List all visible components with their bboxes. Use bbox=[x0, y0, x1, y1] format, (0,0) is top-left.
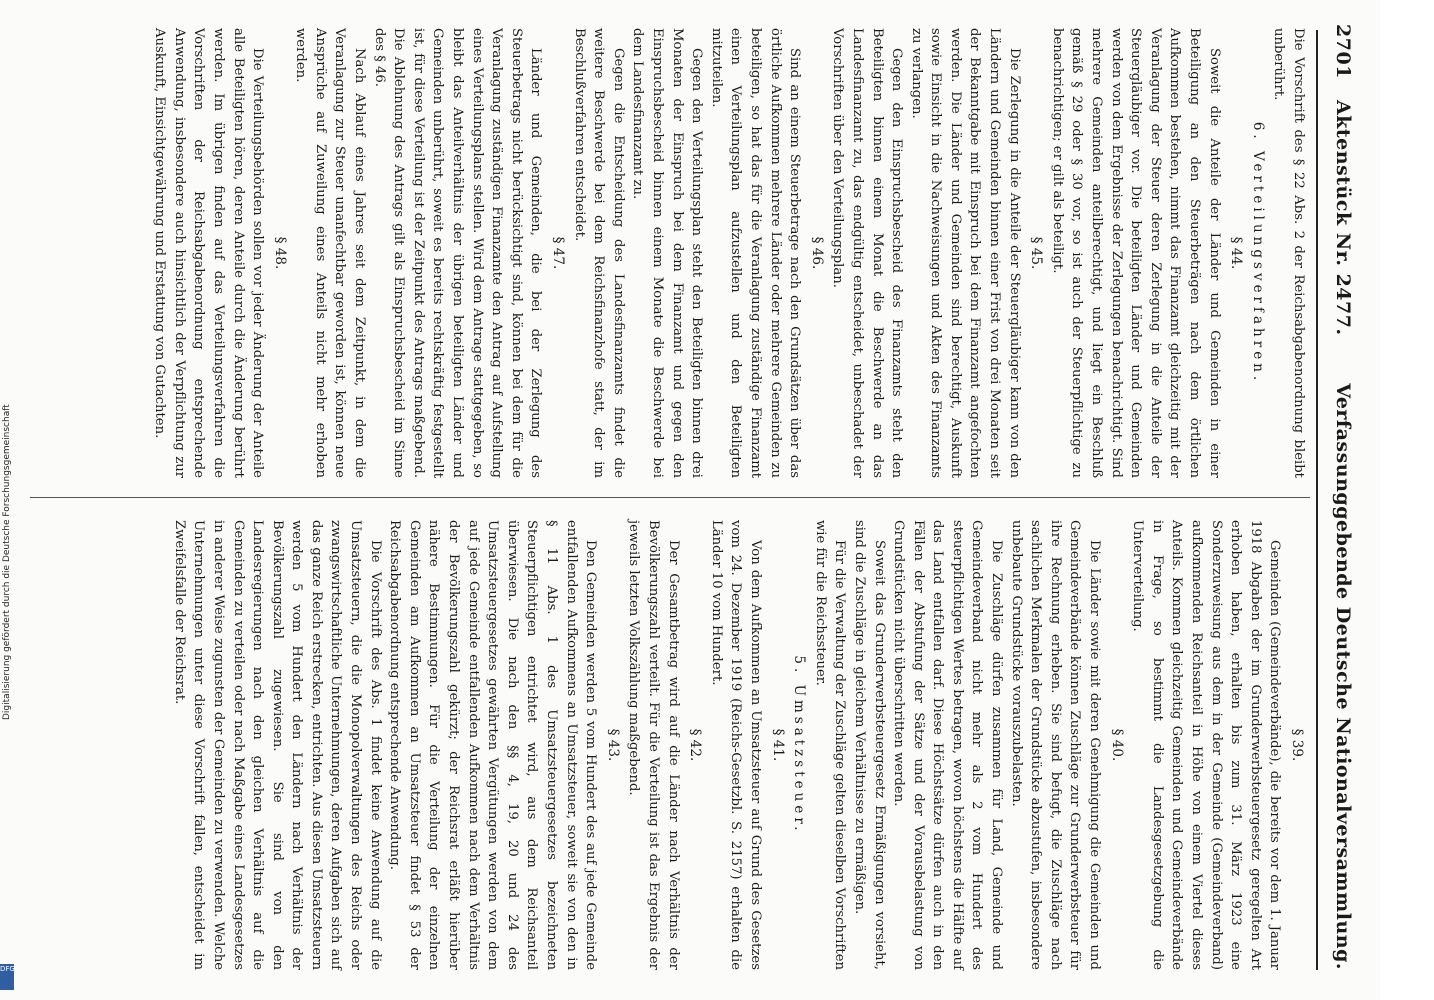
paragraph: Die Verteilungsbehörden sollen vor jeder Änderung der Anteile alle Beteiligten hören, deren Anteile durch die Änderung berührt werden. Im übrigen finden auf das Verteilungsverfahren die Vorschriften der Reichsabgabenordnung entsprechende Anwendung, insbesondere auch hinsichtlich der Verpflichtung zur Auskunft, Einsichtgewährung und Erstattung von Gutachten. bbox=[152, 28, 266, 478]
digitization-note: Digitalisierung gefördert durch die Deutsche Forschungsgemeinschaft bbox=[2, 404, 12, 720]
left-column bbox=[150, 28, 1308, 478]
chapter-heading: 5. Umsatzsteuer. bbox=[791, 655, 808, 835]
paragraph: Die Länder sowie mit deren Genehmigung die Gemeinden und Gemeindeverbände können Zuschläge zur Grunderwerbsteuer für ihre Rechnung erheben. Sie sind befugt, die Zuschläge nach sachlichen Merkmalen der Grundstücke abzustufen, insbesondere unbebaute Grundstücke vorauszubelasten. bbox=[1008, 520, 1103, 970]
chapter-heading: 6. Verteilungsverfahren. bbox=[1249, 121, 1266, 385]
page-header bbox=[1324, 24, 1354, 970]
paragraph: Von dem Aufkommen an Umsatzsteuer auf Grund des Gesetzes vom 24. Dezember 1919 (Reichs-Gesetzbl. S. 2157) erhalten die Länder 10 vom Hundert. bbox=[708, 520, 763, 970]
page-title: Verfassunggebende Deutsche Nationalversammlung. bbox=[1332, 383, 1354, 970]
paragraph: Gegen den Verteilungsplan steht den Beteiligten binnen drei Monaten der Einspruch bei dem Finanzamt und gegen den Einspruchsbescheid binnen einem Monate die Beschwerde bei dem Landesfinanzamt zu. bbox=[630, 28, 705, 478]
section-number: § 46. bbox=[808, 236, 825, 270]
section-number: § 43. bbox=[604, 728, 621, 762]
section-number: § 41. bbox=[769, 728, 786, 762]
column-divider bbox=[30, 497, 1310, 498]
paragraph: Gegen den Einspruchsbescheid des Finanzamts steht den Beteiligten binnen einem Monat die Beschwerde an das Landesfinanzamt zu, das endgültig entscheidet, unbeschadet der Vorschriften über den Verteilungsplan. bbox=[830, 28, 905, 478]
paragraph: Die Vorschrift des Abs. 1 findet keine Anwendung auf die Umsatzsteuern, die die Monopolverwaltungen des Reichs oder zwangswirtschaftliche Unternehmungen, deren Aufgaben sich auf das ganze Reich erstrecken, entrichten. Aus diesen Umsatzsteuern werden 5 vom Hundert den Ländern nach Verhältnis der Bevölkerungszahl zugewiesen. Sie sind von den Landesregierungen nach den gleichen Verhältnis auf die Gemeinden zu verteilen oder nach Maßgabe eines Landesgesetzes in anderer Weise zugunsten der Gemeinden zu verwenden. Welche Unternehmungen unter diese Vorschrift fallen, entscheidet im Zweifelsfalle der Reichsrat. bbox=[171, 520, 383, 970]
paragraph: Den Gemeinden werden 5 vom Hundert des auf jede Gemeinde entfallenden Aufkommens an Umsatzsteuer, soweit sie von den in § 11 Abs. 1 des Umsatzsteuergesetzes bezeichneten Steuerpflichtigen entrichtet wird, aus dem Reichsanteil überwiesen. Die nach den §§ 4, 19, 20 und 24 des Umsatzsteuergesetzes gewährten Vergütungen werden von dem auf jede Gemeinde entfallenden Aufkommen nach dem Verhältnis der Bevölkerungszahl gekürzt; der Reichsrat erläßt hierüber nähere Bestimmungen. Für die Verteilung der einzelnen Gemeinden am Aufkommen an Umsatzsteuer findet § 53 der Reichsabgabenordnung entsprechende Anwendung. bbox=[387, 520, 599, 970]
section-number: § 40. bbox=[1108, 728, 1125, 762]
section-number: § 47. bbox=[550, 236, 567, 270]
paragraph: Soweit die Anteile der Länder und Gemeinden in einer Beteiligung an den Steuerbeträgen nach dem örtlichen Aufkommen bestehen, nimmt das Finanzamt gleichzeitig mit der Veranlagung der Steuer deren Zerlegung in die Anteile der Steuergläubiger vor. Die beteiligten Länder und Gemeinden werden von dem Ergebnisse der Zerlegungen benachrichtigt. Sind mehrere Gemeinden anteilberechtigt, und liegt ein Beschluß gemäß § 29 oder § 30 vor, so ist auch der Steuerpflichtige zu benachrichtigen; er gilt als beteiligt. bbox=[1049, 28, 1222, 478]
section-number: § 42. bbox=[687, 728, 704, 762]
paragraph: Gemeinden (Gemeindeverbände), die bereits vor dem 1. Januar 1918 Abgaben der im Grunderwerbsteuergesetz geregelten Art erhoben haben, erhalten bis zum 31. März 1923 eine Sonderzuweisung aus dem in der Gemeinde (Gemeindeverband) aufkommenden Reichsanteil in Höhe von einem Viertel dieses Anteils. Kommen gleichzeitig Gemeinden und Gemeindeverbände in Frage, so bestimmt die Landesgesetzgebung die Unterverteilung. bbox=[1130, 520, 1283, 970]
section-number: § 45. bbox=[1028, 236, 1045, 270]
paragraph: Die Vorschrift des § 22 Abs. 2 der Reichsabgabenordnung bleibt unberührt. bbox=[1271, 28, 1306, 478]
paragraph: Gegen die Entscheidung des Landesfinanzamts findet die weitere Beschwerde bei dem Reichsfinanzhofe statt, der im Beschlußverfahren entscheidet. bbox=[571, 28, 626, 478]
paragraph: Soweit das Grunderwerbsteuergesetz Ermäßigungen vorsieht, sind die Zuschläge in gleichem Verhältnisse zu ermäßigen. bbox=[851, 520, 887, 970]
paragraph: Nach Ablauf eines Jahres seit dem Zeitpunkt, in dem die Veranlagung zur Steuer unanfechtbar geworden ist, können neue Ansprüche auf Zuweilung eines Anteils nicht mehr erhoben werden. bbox=[293, 28, 368, 478]
section-number: § 44. bbox=[1228, 236, 1245, 270]
paragraph: Die Zuschläge dürfen zusammen für Land, Gemeinde und Gemeindeverband nicht mehr als 2 vom Hundert des steuerpflichtigen Wertes betragen, wovon höchstens die Hälfte auf das Land entfallen darf. Diese Höchstsätze dürfen auch in den Fällen der Abstufung der Sätze und der Vorausbelastung von Grundstücken nicht überschritten werden. bbox=[891, 520, 1005, 970]
paragraph: Für die Verwaltung der Zuschläge gelten dieselben Vorschriften wie für die Reichssteuer. bbox=[812, 520, 848, 970]
dfg-logo: DFG bbox=[0, 964, 14, 990]
paragraph: Länder und Gemeinden, die bei der Zerlegung des Steuerbetrags nicht berücksichtigt sind, können bei dem für die Veranlagung zuständigen Finanzamte den Antrag auf Aufstellung eines Verteilungsplans stellen. Wird dem Antrage stattgegeben, so bleibt das Anteilverhältnis der übrigen beteiligten Länder und Gemeinden unberührt, soweit es bereits rechtskräftig festgestellt ist, für diese Verteilung ist der Zeitpunkt des Antrags maßgebend. Die Ablehnung des Antrags gilt als Einspruchsbescheid im Sinne des § 46. bbox=[371, 28, 544, 478]
section-number: § 39. bbox=[1289, 728, 1305, 762]
paragraph: Der Gesamtbetrag wird auf die Länder nach Verhältnis der Bevölkerungszahl verteilt. Für die Verteilung ist das Ergebnis der jeweils letzten Volkszählung maßgebend. bbox=[626, 520, 681, 970]
paragraph: Die Zerlegung in die Anteile der Steuergläubiger kann von den Ländern und Gemeinden binnen einer Frist von drei Monaten seit der Bekanntgabe mit Einspruch bei dem Finanzamt angefochten werden. Die Länder und Gemeinden sind berechtigt, Auskunft sowie Einsicht in die Nachweisungen und Akten des Finanzamts zu verlangen. bbox=[908, 28, 1022, 478]
header-rule bbox=[1316, 30, 1318, 970]
right-column bbox=[169, 520, 1308, 970]
section-number: § 48. bbox=[271, 236, 288, 270]
document-reference: Aktenstück Nr. 2477. bbox=[1332, 100, 1354, 336]
paragraph: Sind an einem Steuerbetrage nach den Grundsätzen über das örtliche Aufkommen mehrere Länder oder mehrere Gemeinden zu beteiligen, so hat das für die Veranlagung zuständige Finanzamt einen Verteilungsplan aufzustellen und den Beteiligten mitzuteilen. bbox=[708, 28, 803, 478]
page-number: 2701 bbox=[1332, 24, 1354, 79]
